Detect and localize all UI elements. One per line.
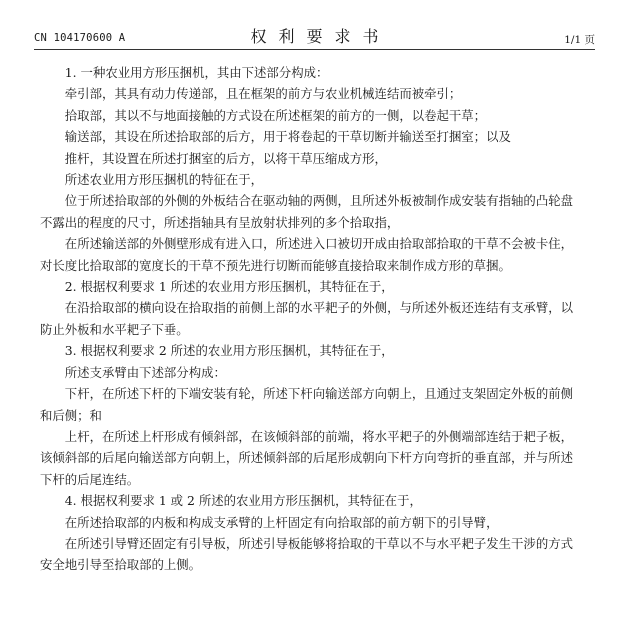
document-title: 权利要求书	[250, 27, 391, 46]
claim-paragraph: 所述支承臂由下述部分构成：	[64, 364, 226, 380]
claim-paragraph: 在所述拾取部的内板和构成支承臂的上杆固定有向拾取部的前方朝下的引导臂，	[64, 514, 499, 530]
claim-paragraph: 拾取部，其以不与地面接触的方式设在所述框架的前方的一侧，以卷起干草；	[64, 107, 487, 123]
claim-paragraph: 2. 根据权利要求 1 所述的农业用方形压捆机，其特征在于，	[64, 279, 394, 295]
claim-paragraph: 所述农业用方形压捆机的特征在于，	[64, 172, 264, 188]
page-header	[34, 24, 595, 48]
claim-paragraph: 在所述输送部的外侧壁形成有进入口，所述进入口被切开成由拾取部拾取的干草不会被卡住，对长度比拾取部的宽度长的干草不预先进行切断而能够直接拾取来制作成方形的草捆。	[40, 236, 573, 273]
claim-paragraph: 1. 一种农业用方形压捆机，其由下述部分构成：	[64, 65, 329, 80]
claim-paragraph: 上杆，在所述上杆形成有倾斜部，在该倾斜部的前端，将水平耙子的外侧端部连结于耙子板，该倾斜部的后尾向输送部方向朝上，所述倾斜部的后尾形成朝向下杆方向弯折的垂直部，并与所述下杆的后尾连结。	[40, 428, 573, 487]
publication-number: CN 104170600 A	[34, 32, 126, 44]
claim-paragraph: 下杆，在所述下杆的下端安装有轮，所述下杆向输送部方向朝上，且通过支架固定外板的前侧和后侧；和	[40, 386, 573, 423]
claim-paragraph: 在沿拾取部的横向设在拾取指的前侧上部的水平耙子的外侧，与所述外板还连结有支承臂，以防止外板和水平耙子下垂。	[40, 300, 573, 337]
header-divider	[34, 49, 595, 50]
page-number: 1/1 页	[564, 34, 595, 46]
claims-body	[40, 62, 573, 576]
claim-paragraph: 输送部，其设在所述拾取部的后方，用于将卷起的干草切断并输送至打捆室；以及	[64, 129, 511, 145]
claim-paragraph: 牵引部，其具有动力传递部，且在框架的前方与农业机械连结而被牵引；	[64, 86, 462, 102]
claim-paragraph: 4. 根据权利要求 1 或 2 所述的农业用方形压捆机，其特征在于，	[64, 493, 422, 509]
claim-paragraph: 3. 根据权利要求 2 所述的农业用方形压捆机，其特征在于，	[64, 343, 394, 359]
claim-paragraph: 位于所述拾取部的外侧的外板结合在驱动轴的两侧，且所述外板被制作成安装有指轴的凸轮盘不露出的程度的尺寸，所述指轴具有呈放射状排列的多个拾取指，	[40, 193, 573, 230]
claim-paragraph: 在所述引导臂还固定有引导板，所述引导板能够将拾取的干草以不与水平耙子发生干涉的方式安全地引导至拾取部的上侧。	[40, 535, 573, 573]
claim-paragraph: 推杆，其设置在所述打捆室的后方，以将干草压缩成方形，	[64, 150, 387, 166]
